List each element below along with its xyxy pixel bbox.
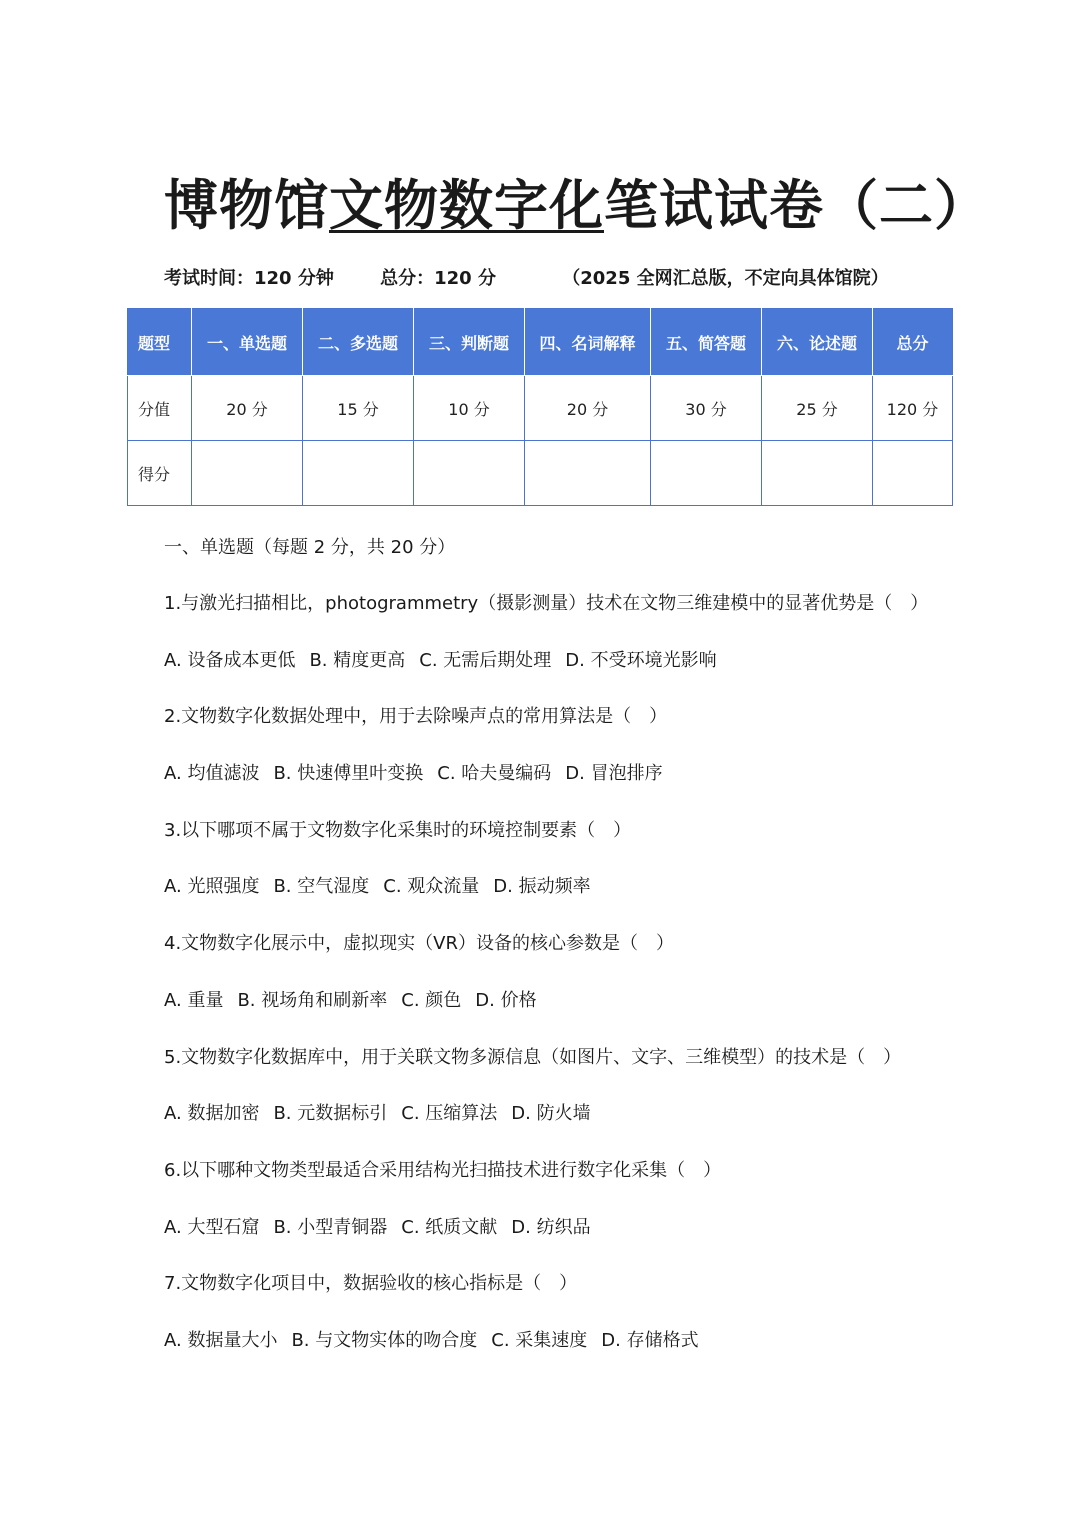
option: B. 视场角和刷新率	[237, 989, 388, 1011]
option: D. 纺织品	[511, 1216, 591, 1238]
option: A. 数据加密	[164, 1103, 260, 1125]
page-title	[164, 168, 989, 244]
question-options	[164, 873, 928, 930]
score-table	[127, 308, 953, 506]
question-text: 1.与激光扫描相比，photogrammetry（摄影测量）技术在文物三维建模中的显著优势是（ ）	[164, 593, 929, 614]
option: C. 纸质文献	[401, 1216, 498, 1238]
header-cell: 四、名词解释	[525, 309, 651, 376]
header-cell: 一、单选题	[192, 309, 303, 376]
score-input-cell[interactable]	[651, 441, 762, 506]
option: A. 光照强度	[164, 876, 260, 898]
value-cell: 20 分	[525, 376, 651, 441]
option: C. 无需后期处理	[419, 649, 552, 671]
score-input-cell[interactable]	[192, 441, 303, 506]
option: C. 颜色	[401, 989, 462, 1011]
exam-time: 考试时间：120 分钟	[164, 268, 334, 289]
score-table-header-row	[128, 309, 953, 376]
option: C. 观众流量	[383, 876, 480, 898]
question-options	[164, 647, 928, 704]
header-cell: 六、论述题	[762, 309, 873, 376]
question-text: 3.以下哪项不属于文物数字化采集时的环境控制要素（ ）	[164, 819, 632, 841]
header-cell: 三、判断题	[414, 309, 525, 376]
row-label: 得分	[128, 441, 192, 506]
option: B. 空气湿度	[273, 876, 370, 898]
question-list	[164, 590, 928, 1384]
option: B. 小型青铜器	[273, 1216, 388, 1238]
option: D. 不受环境光影响	[565, 649, 717, 671]
option: D. 价格	[475, 989, 537, 1011]
score-input-cell[interactable]	[303, 441, 414, 506]
question-options	[164, 1214, 928, 1271]
score-input-cell[interactable]	[762, 441, 873, 506]
value-cell: 30 分	[651, 376, 762, 441]
question-text: 6.以下哪种文物类型最适合采用结构光扫描技术进行数字化采集（ ）	[164, 1159, 722, 1181]
title-part-2-underlined: 文物数字化	[329, 174, 604, 237]
value-cell: 120 分	[873, 376, 953, 441]
score-input-cell[interactable]	[873, 441, 953, 506]
option: B. 精度更高	[309, 649, 406, 671]
header-cell: 题型	[128, 309, 192, 376]
question-options	[164, 760, 928, 817]
option: D. 存储格式	[601, 1329, 699, 1351]
option: D. 防火墙	[511, 1103, 591, 1125]
option: A. 数据量大小	[164, 1329, 278, 1351]
question-text: 4.文物数字化展示中，虚拟现实（VR）设备的核心参数是（ ）	[164, 933, 674, 955]
header-cell: 五、简答题	[651, 309, 762, 376]
score-input-cell[interactable]	[525, 441, 651, 506]
option: A. 均值滤波	[164, 763, 260, 785]
value-cell: 25 分	[762, 376, 873, 441]
question-options	[164, 987, 928, 1044]
exam-total: 总分：120 分	[380, 268, 496, 289]
question-text: 2.文物数字化数据处理中，用于去除噪声点的常用算法是（ ）	[164, 706, 668, 728]
option: C. 哈夫曼编码	[437, 763, 552, 785]
value-cell: 10 分	[414, 376, 525, 441]
option: B. 与文物实体的吻合度	[291, 1329, 478, 1351]
question-options	[164, 1327, 928, 1384]
title-part-1: 博物馆	[164, 174, 329, 237]
question-options	[164, 1100, 928, 1157]
score-table-score-row	[128, 441, 953, 506]
option: A. 重量	[164, 989, 224, 1011]
score-table-values-row	[128, 376, 953, 441]
option: B. 元数据标引	[273, 1103, 388, 1125]
option: D. 振动频率	[493, 876, 591, 898]
exam-info	[164, 264, 889, 294]
option: C. 采集速度	[491, 1329, 588, 1351]
section-title: 一、单选题（每题 2 分，共 20 分）	[164, 537, 456, 558]
title-part-3: 笔试试卷（二）	[604, 174, 989, 237]
question-text: 5.文物数字化数据库中，用于关联文物多源信息（如图片、文字、三维模型）的技术是（ ）	[164, 1046, 902, 1068]
header-cell: 总分	[873, 309, 953, 376]
option: C. 压缩算法	[401, 1103, 498, 1125]
exam-note: （2025 全网汇总版，不定向具体馆院）	[562, 268, 889, 289]
row-label: 分值	[128, 376, 192, 441]
option: A. 大型石窟	[164, 1216, 260, 1238]
option: D. 冒泡排序	[565, 763, 663, 785]
header-cell: 二、多选题	[303, 309, 414, 376]
option: A. 设备成本更低	[164, 649, 296, 671]
value-cell: 15 分	[303, 376, 414, 441]
question-text: 7.文物数字化项目中，数据验收的核心指标是（ ）	[164, 1273, 578, 1295]
option: B. 快速傅里叶变换	[273, 763, 424, 785]
score-input-cell[interactable]	[414, 441, 525, 506]
value-cell: 20 分	[192, 376, 303, 441]
